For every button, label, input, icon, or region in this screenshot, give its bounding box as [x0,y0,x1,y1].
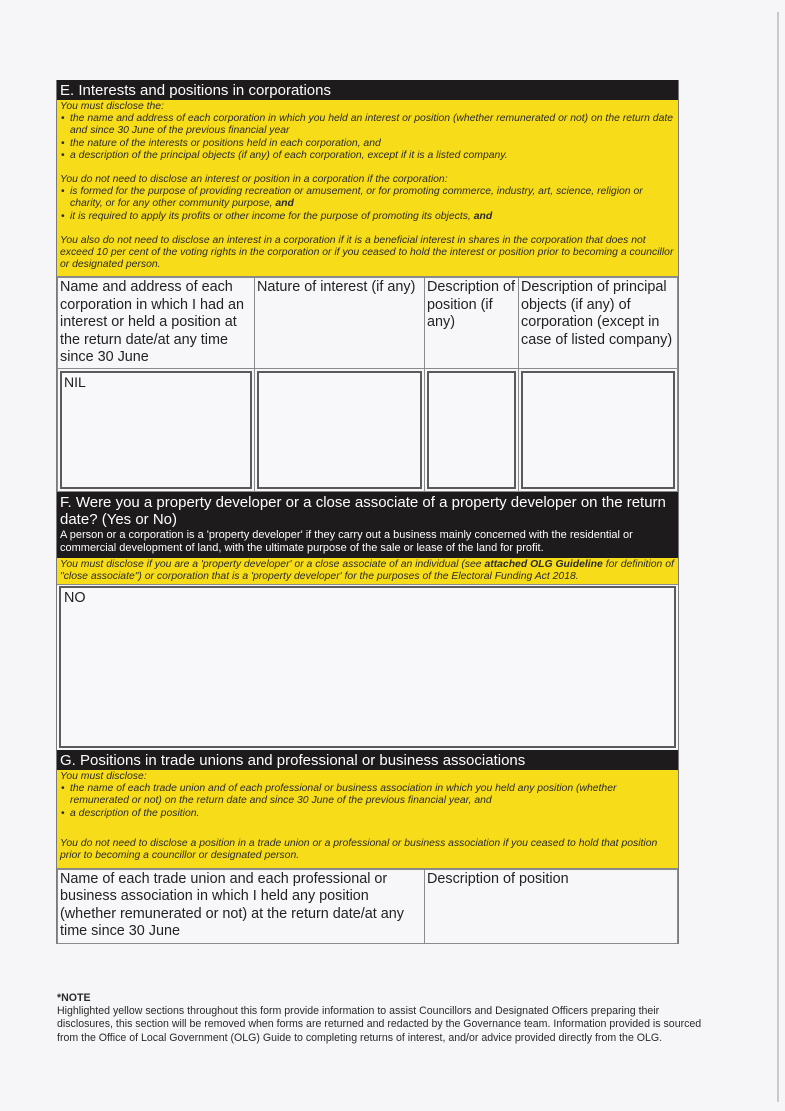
nature-of-interest-field[interactable] [257,371,422,489]
guidance-text [60,559,675,583]
column-header: Description of position [425,869,678,943]
column-header: Description of position (if any) [425,278,519,369]
disclosure-form [56,80,679,944]
guidance-exempt: You do not need to disclose a position in a trade union or a professional or business association if you ceased to hold that position prior to becoming a councillor or designated person. [60,837,658,861]
guidance-item [60,211,675,223]
column-header: Name of each trade union and each professional or business association in which I held any position (whether remunerated or not) at the return date/at any time since 30 June [58,869,425,943]
note-body: Highlighted yellow sections throughout this form provide information to assist Councillors and Designated Officers preparing their disclosures, this section will be removed when forms are returned and redacted by the Governance team. Information provided is sourced from the Office of Local Government (OLG) Guide to completing returns of interest, and/or advice provided directly from the OLG. [57,1005,702,1044]
section-e-title: E. Interests and positions in corporations [57,80,678,100]
guidance-item: • the name of each trade union and of each professional or business association in which you held any position (whether remunerated or not) on the return date and since 30 June of the previous financial year, and [60,783,675,807]
olg-guideline-reference: attached OLG Guideline [484,558,603,570]
footer-note [57,992,707,1045]
corporation-name-field[interactable]: NIL [60,371,252,489]
property-developer-answer-field[interactable]: NO [59,586,676,748]
section-g [57,750,678,944]
section-f [57,492,678,750]
guidance-item-and: and [275,198,294,210]
section-g-title: G. Positions in trade unions and professional or business associations [57,750,678,770]
property-developer-definition: A person or a corporation is a 'property developer' if they carry out a business mainly concerned with the residential or commercial development of land, with the ultimate purpose of the sale or lease of the land for profit. [60,528,633,554]
section-e-guidance [57,100,678,277]
page-edge [777,12,779,1102]
guidance-intro: You must disclose the: [60,101,164,112]
guidance-item: • a description of the principal objects (if any) of each corporation, except if it is a listed company. [60,150,675,162]
column-header: Name and address of each corporation in which I had an interest or held a position at the return date/at any time since 30 June [58,278,255,369]
table-row [58,368,678,491]
associations-table [57,869,678,944]
note-title: *NOTE [57,992,91,1004]
guidance-intro: You must disclose: [60,770,147,782]
guidance-item [60,186,675,210]
guidance-exempt-intro: You do not need to disclose an interest or position in a corporation if the corporation: [60,174,448,186]
guidance-text-after: for definition of "close associate") or corporation that is a 'property developer' for the purposes of the Electoral Funding Act 2018. [60,558,674,582]
guidance-must-list [60,113,675,162]
guidance-item: • a description of the position. [60,808,675,820]
guidance-item: • the name and address of each corporation in which you held an interest or position (whether remunerated or not) on the return date and since 30 June of the previous financial year [60,113,675,137]
guidance-item: • the nature of the interests or positions held in each corporation, and [60,138,675,150]
column-header: Description of principal objects (if any) of corporation (except in case of listed company) [519,278,678,369]
guidance-item-text: it is required to apply its profits or other income for the purpose of promoting its objects, [70,210,471,222]
guidance-text-before: You must disclose if you are a 'property developer' or a close associate of an individual (see [60,558,482,570]
section-f-title: F. Were you a property developer or a close associate of a property developer on the return date? (Yes or No) [60,493,666,528]
guidance-item-text: is formed for the purpose of providing recreation or amusement, or for promoting commerce, industry, art, science, religion or charity, or for any other community purpose, [70,186,643,210]
section-f-guidance [57,558,678,585]
section-g-guidance [57,770,678,869]
principal-objects-field[interactable] [521,371,675,489]
corporations-table [57,277,678,492]
guidance-also-exempt: You also do not need to disclose an interest in a corporation if it is a beneficial interest in shares in the corporation that does not exceed 10 per cent of the voting rights in the corporation or if you ceased to hold the interest or position prior to becoming a councillor or designated person. [60,234,674,271]
section-f-header [57,492,678,558]
guidance-must-list [60,783,675,820]
position-description-field[interactable] [427,371,516,489]
guidance-item-and: and [473,210,493,222]
section-e [57,80,678,492]
guidance-exempt-list [60,186,675,223]
column-header: Nature of interest (if any) [255,278,425,369]
